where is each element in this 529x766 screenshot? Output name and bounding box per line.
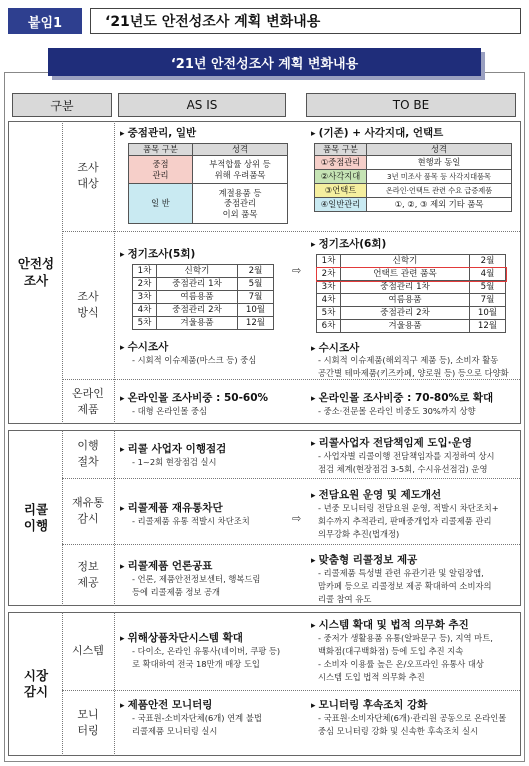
table-cell: 5월 (238, 278, 274, 291)
header (8, 8, 521, 34)
asis-fulfill-desc (132, 456, 217, 469)
asis-fulfill-title: ▸ 리콜 사업자 이행점검 (120, 441, 226, 456)
table-cell: 2월 (238, 265, 274, 278)
table-cell: 중점관리 1차 (341, 281, 470, 294)
divider (62, 231, 520, 232)
table-row (133, 278, 274, 291)
category-market: 시장 감시 (23, 667, 49, 699)
tobe-redist-desc (318, 502, 499, 541)
table-header: 성격 (193, 144, 288, 156)
tobe-redist-title: ▸ 전담요원 운영 및 제도개선 (311, 487, 441, 502)
category-safety: 안전성 조사 (17, 256, 55, 288)
divider (114, 430, 115, 606)
desc-line: - 시회적 이슈제품(마스크 등) 중심 (132, 355, 256, 365)
sub-redist: 재유통 감시 (72, 496, 104, 525)
table-cell: 4월 (470, 268, 506, 281)
tobe-info-title: ▸ 맞춤형 리콜정보 제공 (311, 552, 417, 567)
tobe-target-table (314, 143, 512, 212)
desc-line: - 국표원·소비자단체(6개)·관리원 공동으로 온라인몰 중심 모니터링 강화 및 신속한 후속조치 실시 (318, 713, 506, 736)
table-cell: 중점 관리 (129, 156, 193, 184)
table-cell: 3차 (317, 281, 341, 294)
desc-line: - 1~2회 현장점검 실시 (132, 457, 217, 467)
asis-target-title: ▸ 중점관리, 일반 (120, 125, 196, 140)
table-row (317, 268, 506, 281)
arrow-icon: ⇨ (292, 264, 302, 277)
table-row (133, 304, 274, 317)
tobe-fulfill-title: ▸ 리콜사업자 전담책임제 도입·운영 (311, 435, 472, 450)
asis-online-title: ▸ 온라인몰 조사비중 : 50-60% (120, 390, 268, 405)
sub-info: 정보 제공 (77, 560, 99, 589)
desc-line: - 언론, 제품안전정보센터, 행복드림 등에 리콜제품 정보 공개 (132, 574, 260, 597)
table-cell: 5차 (317, 307, 341, 320)
table-row (133, 265, 274, 278)
category-recall: 리콜 이행 (23, 501, 49, 533)
table-row (133, 291, 274, 304)
table-cell: 7월 (470, 294, 506, 307)
table-cell: ④일반관리 (315, 198, 367, 212)
asis-adhoc-title: ▸ 수시조사 (120, 339, 168, 354)
table-cell: 중점관리 2차 (157, 304, 238, 317)
table-cell: 신학기 (157, 265, 238, 278)
sub-online: 온라인 제품 (72, 386, 104, 416)
asis-method-table (132, 264, 274, 330)
desc-line: - 사업자별 리콜이행 전담책임자를 지정하여 상시 점검 체계(현장점검 3-5회, 수시유선점검) 운영 (318, 451, 495, 474)
asis-method-title: ▸ 정기조사(5회) (120, 246, 195, 261)
asis-info-desc (132, 573, 260, 599)
page-title: ‘21년도 안전성조사 계획 변화내용 (90, 8, 521, 34)
table-row (317, 281, 506, 294)
table-cell: 10월 (470, 307, 506, 320)
table-row (317, 255, 506, 268)
attachment-badge: 붙임1 (8, 8, 82, 34)
table-cell: 여름용품 (157, 291, 238, 304)
tobe-info-desc (318, 567, 491, 606)
asis-system-desc (132, 645, 280, 671)
tobe-monitor-title: ▸ 모니터링 후속조치 강화 (311, 697, 427, 712)
asis-adhoc-desc (132, 354, 256, 367)
divider (62, 690, 520, 691)
tobe-adhoc-title: ▸ 수시조사 (311, 340, 359, 355)
table-cell: 2차 (317, 268, 341, 281)
table-cell: 부적합률 상위 등 위해 우려품목 (193, 156, 288, 184)
col-header-asis: AS IS (118, 93, 286, 117)
asis-info-title: ▸ 리콜제품 언론공표 (120, 558, 212, 573)
sub-method: 조사 방식 (77, 290, 99, 319)
table-cell: ①중점관리 (315, 156, 367, 170)
desc-line: - 리콜제품 특성별 관련 유관기관 및 알림장앱, 맘카페 등으로 리콜정보 제공 확대하여 소비자의 리콜 참여 유도 (318, 568, 491, 604)
arrow-icon: ⇨ (292, 512, 302, 525)
table-cell: ①, ②, ③ 제외 기타 품목 (367, 198, 512, 212)
desc-line: - 대형 온라인몰 중심 (132, 406, 207, 416)
asis-monitor-desc (132, 712, 262, 738)
tobe-online-title: ▸ 온라인몰 조사비중 : 70-80%로 확대 (311, 390, 493, 405)
table-header: 품목 구분 (315, 144, 367, 156)
table-cell: 4차 (317, 294, 341, 307)
table-row (317, 320, 506, 333)
table-cell: ②사각지대 (315, 170, 367, 184)
table-cell: 언택트 관련 품목 (341, 268, 470, 281)
table-cell: 겨울용품 (157, 317, 238, 330)
table-cell: 7월 (238, 291, 274, 304)
tobe-monitor-desc (318, 712, 506, 738)
table-cell: 2차 (133, 278, 157, 291)
table-cell: 계절용품 등 중점관리 이외 품목 (193, 184, 288, 224)
asis-monitor-title: ▸ 제품안전 모니터링 (120, 697, 212, 712)
table-cell: 1차 (133, 265, 157, 278)
asis-system-title: ▸ 위해상품차단시스템 확대 (120, 630, 243, 645)
divider (62, 478, 520, 479)
tobe-target-title: ▸ (기존) + 사각지대, 언택트 (311, 125, 443, 140)
table-cell: 일 반 (129, 184, 193, 224)
table-row (317, 307, 506, 320)
desc-line: - 중저가 생활용품 유통(알파문구 등), 지역 마트, 백화점(대구백화점) 등에 도입 추진 지속 (318, 633, 493, 656)
table-cell: 겨울용품 (341, 320, 470, 333)
table-cell: 12월 (470, 320, 506, 333)
table-cell: ③언택트 (315, 184, 367, 198)
section-banner: ‘21년 안전성조사 계획 변화내용 (48, 48, 481, 76)
table-cell: 중점관리 1차 (157, 278, 238, 291)
table-row (133, 317, 274, 330)
table-cell: 3차 (133, 291, 157, 304)
table-cell: 5월 (470, 281, 506, 294)
sub-fulfill: 이행 절차 (77, 439, 99, 468)
col-header-tobe: TO BE (306, 93, 516, 117)
table-cell: 5차 (133, 317, 157, 330)
asis-redist-desc (132, 515, 250, 528)
table-cell: 현행과 동일 (367, 156, 512, 170)
table-cell: 신학기 (341, 255, 470, 268)
desc-line: - 리콜제품 유통 적발시 차단조치 (132, 516, 250, 526)
table-cell: 2월 (470, 255, 506, 268)
tobe-fulfill-desc (318, 450, 495, 476)
table-header: 품목 구분 (129, 144, 193, 156)
desc-line: - 국표원-소비자단체(6개) 연계 불법 리콜제품 모니터링 실시 (132, 713, 262, 736)
sub-monitor: 모니 터링 (77, 708, 99, 737)
table-cell: 4차 (133, 304, 157, 317)
table-cell: 여름용품 (341, 294, 470, 307)
table-header: 성격 (367, 144, 512, 156)
asis-online-desc (132, 405, 207, 418)
table-cell: 3년 미조사 품목 등 사각지대품목 (367, 170, 512, 184)
asis-target-table (128, 143, 288, 224)
col-header-category: 구분 (12, 93, 112, 117)
divider (62, 544, 520, 545)
tobe-system-title: ▸ 시스템 확대 및 법적 의무화 추진 (311, 617, 469, 632)
desc-line: - 년중 모니터링 전담요원 운영, 적발시 차단조치+ 회수까지 추적관리, 판매중개업자 리콜제품 관리 의무강화 추진(법개정) (318, 503, 499, 539)
tobe-adhoc-desc (318, 354, 509, 380)
table-cell: 10월 (238, 304, 274, 317)
tobe-online-desc (318, 405, 476, 418)
desc-line: - 다이소, 온라인 유통사(네이버, 쿠팡 등) 로 확대하여 전국 18만개 매장 도입 (132, 646, 280, 669)
table-cell: 온라인·언택트 관련 수요 급증제품 (367, 184, 512, 198)
table-cell: 6차 (317, 320, 341, 333)
table-cell: 중점관리 2차 (341, 307, 470, 320)
desc-line: - 소비자 이용률 높은 온/오프라인 유통사 대상 시스템 도입 법적 의무화 추진 (318, 659, 484, 682)
desc-line: - 중소·전문몰 온라인 비중도 30%까지 상향 (318, 406, 476, 416)
divider (114, 612, 115, 756)
tobe-method-table (316, 254, 506, 333)
table-cell: 1차 (317, 255, 341, 268)
sub-system: 시스템 (72, 644, 104, 658)
sub-target: 조사 대상 (77, 161, 99, 190)
tobe-method-title: ▸ 정기조사(6회) (311, 236, 386, 251)
asis-redist-title: ▸ 리콜제품 재유통차단 (120, 500, 223, 515)
table-cell: 12월 (238, 317, 274, 330)
tobe-system-desc (318, 632, 493, 683)
table-row (317, 294, 506, 307)
desc-line: - 시회적 이슈제품(해외직구 제품 등), 소비자 활동 공간별 테마제품(키즈카페, 양로원 등) 등으로 다양화 (318, 355, 509, 378)
